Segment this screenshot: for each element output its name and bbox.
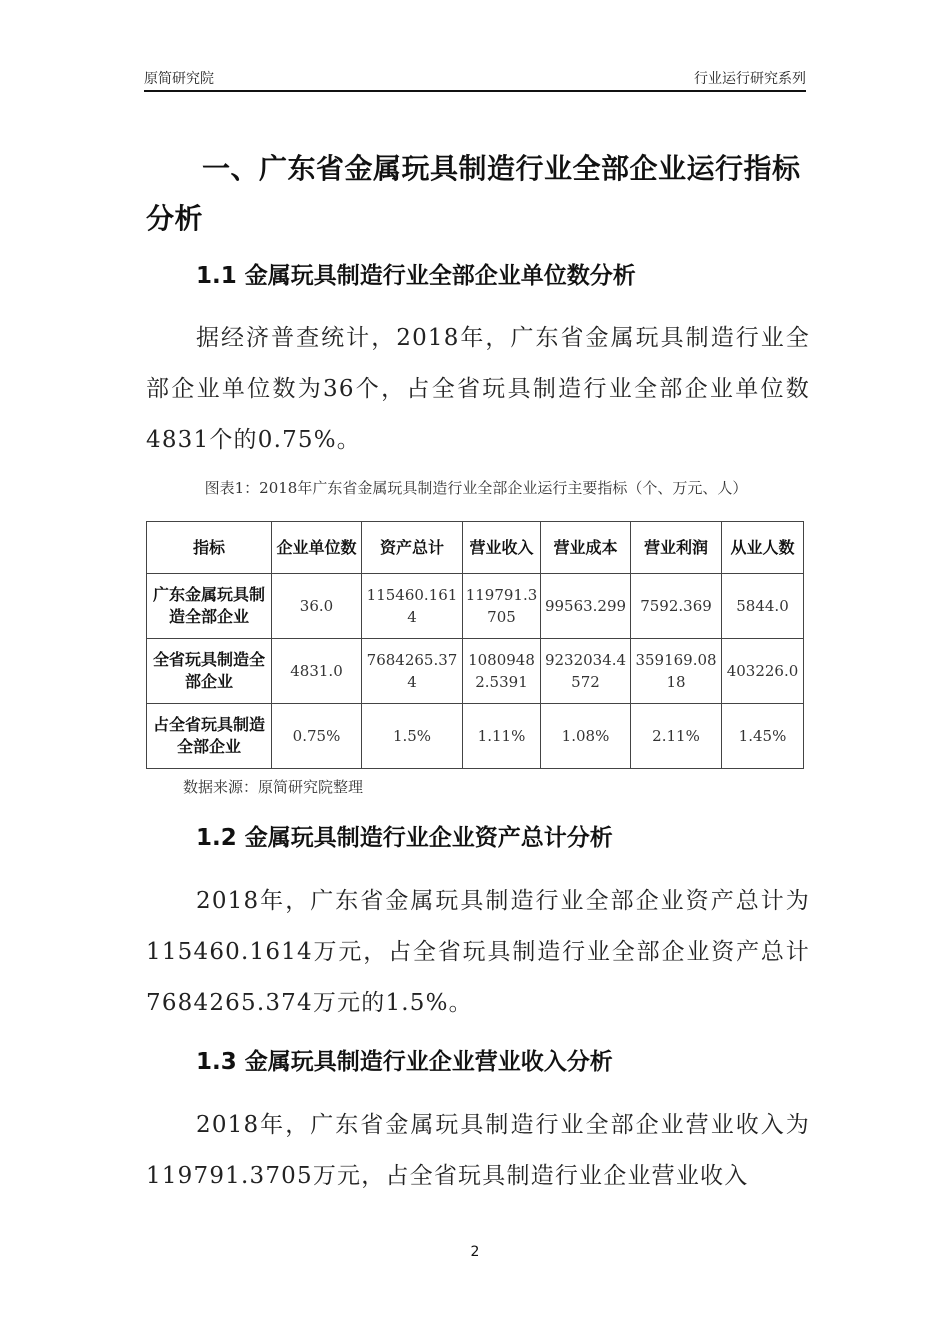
table-cell: 0.75% bbox=[272, 704, 362, 769]
column-header: 从业人数 bbox=[722, 522, 804, 574]
indicators-table bbox=[146, 521, 804, 769]
table-source-note: 数据来源：原简研究院整理 bbox=[183, 778, 364, 796]
column-header: 资产总计 bbox=[362, 522, 463, 574]
table-row bbox=[147, 639, 804, 704]
table-header-row bbox=[147, 522, 804, 574]
table-cell: 7684265.374 bbox=[362, 639, 463, 704]
table-cell: 7592.369 bbox=[631, 574, 722, 639]
subsection-title-1-1: 1.1 金属玩具制造行业全部企业单位数分析 bbox=[196, 263, 636, 289]
paragraph-1-1: 据经济普查统计，2018年，广东省金属玩具制造行业全部企业单位数为36个，占全省玩具制造行业全部企业单位数4831个的0.75%。 bbox=[146, 325, 810, 453]
table-caption: 图表1：2018年广东省金属玩具制造行业全部企业运行主要指标（个、万元、人） bbox=[204, 479, 748, 497]
table-cell: 9232034.4572 bbox=[541, 639, 631, 704]
row-label: 全省玩具制造全部企业 bbox=[147, 639, 272, 704]
page-header bbox=[144, 68, 806, 92]
subsection-title-1-3: 1.3 金属玩具制造行业企业营业收入分析 bbox=[196, 1049, 613, 1075]
row-label: 广东金属玩具制造全部企业 bbox=[147, 574, 272, 639]
table-row bbox=[147, 704, 804, 769]
table-cell: 115460.1614 bbox=[362, 574, 463, 639]
column-header: 营业收入 bbox=[463, 522, 541, 574]
column-header: 企业单位数 bbox=[272, 522, 362, 574]
table-cell: 5844.0 bbox=[722, 574, 804, 639]
subsection-title-1-2: 1.2 金属玩具制造行业企业资产总计分析 bbox=[196, 825, 613, 851]
column-header: 营业利润 bbox=[631, 522, 722, 574]
table-cell: 4831.0 bbox=[272, 639, 362, 704]
table-row bbox=[147, 574, 804, 639]
table-cell: 10809482.5391 bbox=[463, 639, 541, 704]
table-cell: 99563.299 bbox=[541, 574, 631, 639]
table-cell: 1.08% bbox=[541, 704, 631, 769]
table-cell: 1.5% bbox=[362, 704, 463, 769]
page-number: 2 bbox=[470, 1244, 480, 1260]
table-cell: 119791.3705 bbox=[463, 574, 541, 639]
row-label: 占全省玩具制造全部企业 bbox=[147, 704, 272, 769]
table-cell: 359169.0818 bbox=[631, 639, 722, 704]
table-cell: 2.11% bbox=[631, 704, 722, 769]
section-title: 一、广东省金属玩具制造行业全部企业运行指标分析 bbox=[146, 152, 801, 235]
paragraph-1-3: 2018年，广东省金属玩具制造行业全部企业营业收入为119791.3705万元，占全省玩具制造行业企业营业收入 bbox=[146, 1112, 810, 1189]
header-series-name: 行业运行研究系列 bbox=[694, 71, 806, 87]
header-org-name: 原简研究院 bbox=[144, 71, 214, 87]
column-header: 指标 bbox=[147, 522, 272, 574]
table-cell: 36.0 bbox=[272, 574, 362, 639]
paragraph-1-2: 2018年，广东省金属玩具制造行业全部企业资产总计为115460.1614万元，占全省玩具制造行业全部企业资产总计7684265.374万元的1.5%。 bbox=[146, 888, 810, 1016]
table-cell: 1.45% bbox=[722, 704, 804, 769]
table-cell: 1.11% bbox=[463, 704, 541, 769]
table-cell: 403226.0 bbox=[722, 639, 804, 704]
column-header: 营业成本 bbox=[541, 522, 631, 574]
